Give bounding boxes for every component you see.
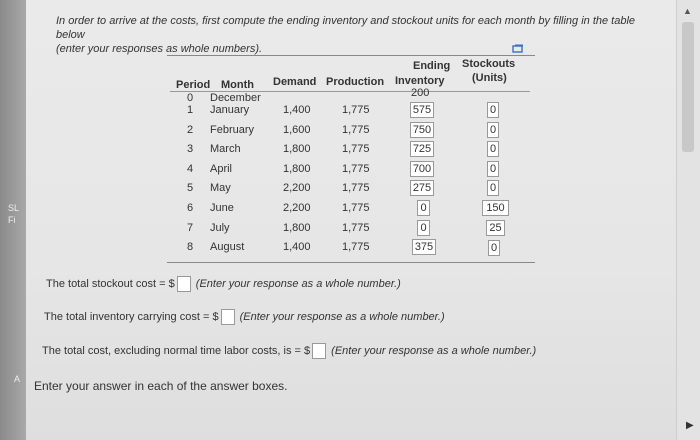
row-month: August (210, 241, 245, 253)
header-period: Period (176, 79, 211, 91)
header-month: Month (221, 79, 254, 91)
instructions-line-1: In order to arrive at the costs, first compute the ending inventory and stockout units for each month by filling in the table below (56, 15, 636, 41)
scroll-thumb[interactable] (682, 22, 694, 152)
row-period: 6 (187, 202, 194, 214)
row-period: 4 (187, 163, 194, 175)
stockouts-input[interactable]: 0 (487, 122, 499, 138)
row-month: January (210, 104, 250, 116)
header-demand: Demand (273, 76, 317, 88)
carrying-cost-input[interactable] (221, 309, 235, 325)
header-ending-bottom: Inventory (395, 75, 445, 87)
row-production: 1,775 (342, 182, 370, 194)
ending-inventory-input[interactable]: 0 (417, 220, 430, 236)
row-month: July (210, 222, 230, 234)
stockouts-input[interactable]: 0 (487, 180, 499, 196)
carrying-cost-hint: (Enter your response as a whole number.) (239, 310, 445, 323)
row-demand: 1,800 (283, 222, 311, 234)
stockouts-input[interactable]: 0 (487, 141, 499, 157)
row-period: 7 (187, 222, 194, 234)
row-month: May (210, 182, 231, 194)
row-period: 3 (187, 143, 194, 155)
footer-note: Enter your answer in each of the answer boxes. (34, 379, 288, 393)
edge-text-3: A (14, 374, 21, 384)
total-cost-input[interactable] (312, 343, 326, 359)
row-demand: 1,400 (283, 241, 311, 253)
ending-inventory-input[interactable]: 725 (410, 141, 434, 157)
row-production: 1,775 (342, 104, 370, 116)
row-demand: 1,400 (283, 104, 311, 116)
row-production: 1,775 (342, 241, 370, 253)
row-period: 8 (187, 241, 194, 253)
initial-month: December (210, 92, 261, 104)
ending-inventory-input[interactable]: 275 (410, 180, 434, 196)
stockout-cost-hint: (Enter your response as a whole number.) (195, 277, 401, 290)
row-month: February (210, 124, 255, 136)
ending-inventory-input[interactable]: 575 (410, 102, 434, 118)
header-ending-top: Ending (413, 60, 451, 72)
row-production: 1,775 (342, 222, 370, 234)
stockouts-input[interactable]: 25 (486, 220, 505, 236)
initial-period: 0 (187, 92, 194, 104)
instructions-line-2: (enter your responses as whole numbers). (56, 43, 263, 55)
ending-inventory-input[interactable]: 700 (410, 161, 434, 177)
question-panel (26, 0, 676, 440)
ending-inventory-input[interactable]: 375 (412, 239, 436, 255)
edge-text-2: Fi (8, 215, 16, 225)
initial-ending-inventory: 200 (411, 87, 430, 99)
ending-inventory-input[interactable]: 0 (417, 200, 430, 216)
header-production: Production (326, 76, 385, 88)
triangle-up-icon[interactable]: ▲ (683, 6, 692, 16)
carrying-cost-label: The total inventory carrying cost = $ (44, 310, 219, 323)
left-edge-strip (0, 0, 26, 440)
row-demand: 1,600 (283, 124, 311, 136)
stockouts-input[interactable]: 150 (482, 200, 509, 216)
header-stockouts-bottom: (Units) (472, 72, 507, 84)
row-demand: 1,800 (283, 163, 311, 175)
edge-text-1: SL (8, 203, 20, 213)
carrying-cost-question (44, 309, 445, 325)
instructions (56, 14, 656, 56)
stockout-cost-input[interactable] (177, 276, 191, 292)
row-production: 1,775 (342, 202, 370, 214)
total-cost-question (42, 343, 536, 359)
table-header-rule (167, 55, 535, 56)
total-cost-hint: (Enter your response as a whole number.) (331, 344, 537, 357)
row-production: 1,775 (342, 143, 370, 155)
stockouts-input[interactable]: 0 (488, 240, 500, 256)
stockout-cost-label: The total stockout cost = $ (46, 277, 175, 290)
total-cost-label: The total cost, excluding normal time labor costs, is = $ (42, 344, 311, 357)
row-production: 1,775 (342, 124, 370, 136)
row-period: 2 (187, 124, 194, 136)
row-month: March (210, 143, 241, 155)
row-demand: 1,800 (283, 143, 311, 155)
row-period: 5 (187, 182, 194, 194)
copy-icon[interactable] (512, 44, 524, 54)
row-demand: 2,200 (283, 182, 311, 194)
row-demand: 2,200 (283, 202, 311, 214)
stockouts-input[interactable]: 0 (487, 102, 499, 118)
stockouts-input[interactable]: 0 (487, 161, 499, 177)
row-production: 1,775 (342, 163, 370, 175)
triangle-right-icon[interactable]: ▶ (686, 420, 694, 431)
row-month: April (210, 163, 233, 175)
stockout-cost-question (46, 276, 401, 292)
row-month: June (210, 202, 234, 214)
header-stockouts-top: Stockouts (462, 58, 516, 70)
table-bottom-rule (167, 262, 535, 263)
row-period: 1 (187, 104, 194, 116)
ending-inventory-input[interactable]: 750 (410, 122, 434, 138)
